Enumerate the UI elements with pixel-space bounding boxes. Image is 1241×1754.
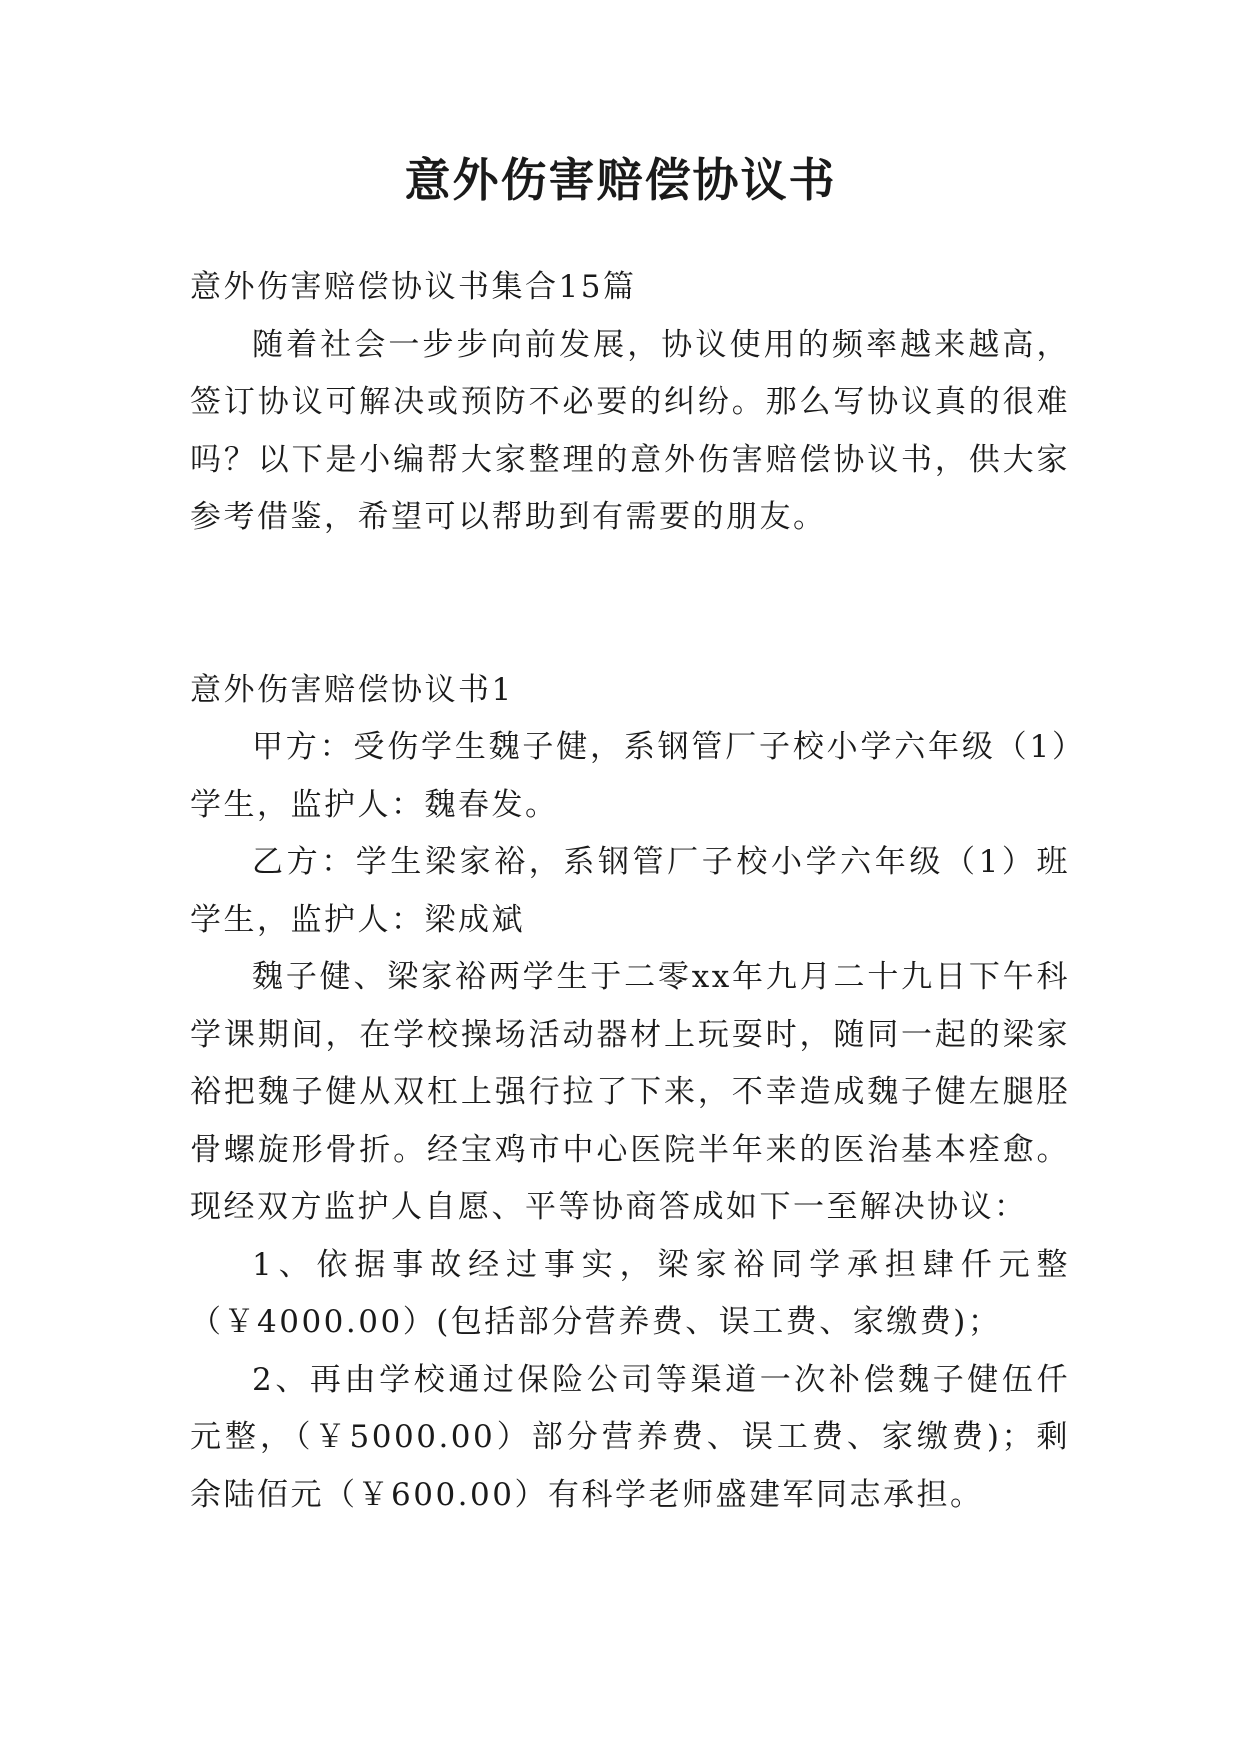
clause-1-paragraph: 1、依据事故经过事实，梁家裕同学承担肆仟元整（￥4000.00）(包括部分营养费、误工费、家缴费)； [190,1246,1070,1340]
section-heading: 意外伤害赔偿协议书1 [190,671,514,708]
document-title: 意外伤害赔偿协议书 [404,153,837,207]
incident-paragraph: 魏子健、梁家裕两学生于二零xx年九月二十九日下午科学课期间，在学校操场活动器材上玩耍时，随同一起的梁家裕把魏子健从双杠上强行拉了下来，不幸造成魏子健左腿胫骨螺旋形骨折。经宝鸡市中心医院半年来的医治基本痊愈。现经双方监护人自愿、平等协商答成如下一至解决协议： [190,959,1070,1225]
party-a-paragraph: 甲方：受伤学生魏子健，系钢管厂子校小学六年级（1）学生，监护人：魏春发。 [190,729,1070,823]
collection-heading: 意外伤害赔偿协议书集合15篇 [190,269,637,305]
clause-2-paragraph: 2、再由学校通过保险公司等渠道一次补偿魏子健伍仟元整，（￥5000.00）部分营养费、误工费、家缴费)；剩余陆佰元（￥600.00）有科学老师盛建军同志承担。 [190,1361,1070,1513]
section-spacer [190,547,1070,662]
intro-paragraph: 随着社会一步步向前发展，协议使用的频率越来越高，签订协议可解决或预防不必要的纠纷。那么写协议真的很难吗？以下是小编帮大家整理的意外伤害赔偿协议书，供大家参考借鉴，希望可以帮助到有需要的朋友。 [190,326,1070,535]
party-b-paragraph: 乙方：学生梁家裕，系钢管厂子校小学六年级（1）班学生，监护人：梁成斌 [190,844,1070,938]
document-body [190,259,1070,1524]
